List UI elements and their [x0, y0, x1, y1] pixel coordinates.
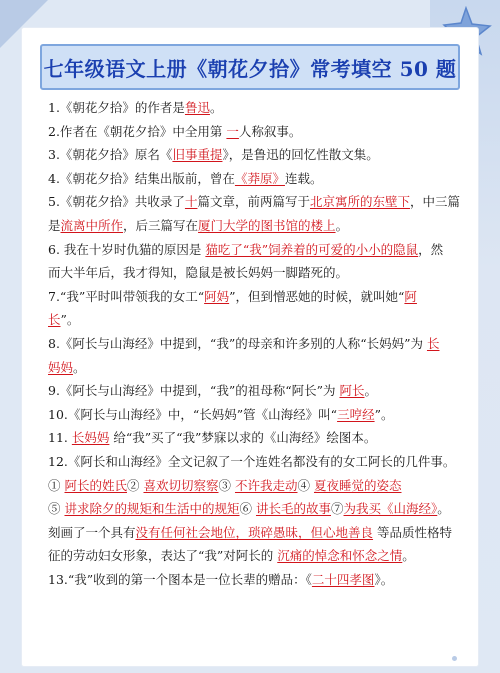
question-text: 》，是鲁迅的回忆性散文集。 — [222, 147, 379, 163]
text-line — [48, 474, 466, 498]
question-text: 。 — [402, 548, 415, 564]
text-line — [48, 356, 466, 380]
text-line — [48, 143, 466, 167]
answer-text: 流离中所作 — [60, 217, 124, 233]
text-line — [48, 544, 466, 568]
answer-text: 长 — [48, 312, 61, 328]
answer-text: 三哼经 — [337, 406, 375, 422]
question-text: ，中三篇 — [409, 194, 460, 210]
text-line — [48, 285, 466, 309]
answer-text: 鲁迅 — [184, 100, 210, 115]
decor-dot — [452, 656, 457, 661]
question-list — [48, 96, 466, 591]
question-text: 10.《阿长与山海经》中，“长妈妈”管《山海经》叫“ — [48, 406, 338, 422]
answer-text: 不许我走动 — [234, 477, 298, 493]
question-text: 而大半年后，我才得知，隐鼠是被长妈妈一脚踏死的。 — [48, 265, 349, 281]
question-text: 》。 — [374, 571, 394, 587]
question-text: ⑦ — [331, 501, 344, 517]
answer-text: 旧事重提 — [172, 147, 223, 163]
question-text: 8.《阿长与山海经》中提到，“我”的母亲和许多别的人称“长妈妈”为 — [48, 335, 427, 351]
answer-text: 阿 — [404, 288, 417, 304]
question-text: ⑥ — [239, 501, 256, 517]
question-text: 9.《阿长与山海经》中提到，“我”的祖母称“阿长”为 — [48, 383, 340, 399]
text-line — [48, 497, 466, 521]
question-text: 。 — [437, 501, 450, 517]
question-text: ④ — [297, 477, 314, 493]
answer-text: 长 — [426, 335, 440, 351]
answer-text: 没有任何社会地位，琐碎愚昧，但心地善良 — [135, 524, 374, 540]
question-text: ，然 — [418, 241, 444, 257]
question-text: ，后三篇写在 — [123, 217, 199, 233]
title-banner — [40, 44, 460, 90]
answer-text: 夏夜睡觉的姿态 — [313, 477, 402, 493]
text-line — [48, 308, 466, 332]
text-line — [48, 450, 466, 474]
question-text: 。 — [364, 383, 377, 399]
answer-text: 厦门大学的图书馆的楼上 — [198, 217, 336, 233]
text-line — [48, 214, 466, 238]
text-line — [48, 332, 466, 356]
question-text: ③ — [218, 477, 235, 493]
question-text: 1.《朝花夕拾》的作者是 — [48, 100, 185, 115]
question-text: ”。 — [374, 406, 394, 422]
question-text: 。 — [335, 217, 349, 233]
text-line — [48, 379, 466, 403]
question-text: 3.《朝花夕拾》原名《 — [48, 147, 173, 163]
question-text: ① — [48, 477, 65, 493]
page-title: 七年级语文上册《朝花夕拾》常考填空 50 题 — [43, 56, 457, 81]
answer-text: 二十四孝图 — [311, 571, 375, 587]
text-line — [48, 238, 466, 262]
text-line — [48, 403, 466, 427]
question-text: 2.作者在《朝花夕拾》中全用第 — [48, 123, 227, 139]
question-text: 。 — [73, 359, 86, 375]
question-text: 13.“我”收到的第一个图本是一位长辈的赠品：《 — [48, 571, 312, 587]
text-line — [48, 96, 466, 120]
text-line — [48, 261, 466, 285]
question-text: 等品质性格特 — [373, 524, 453, 540]
answer-text: 猫吃了“我”饲养着的可爱的小小的隐鼠 — [205, 241, 419, 257]
text-line — [48, 167, 466, 191]
question-text: 连载。 — [284, 170, 323, 186]
question-text: 征的劳动妇女形象，表达了“我”对阿长的 — [48, 548, 278, 564]
question-text: 7.“我”平时叫带领我的女工“ — [48, 288, 205, 304]
question-text: 是 — [48, 217, 61, 233]
question-text: 刻画了一个具有 — [48, 524, 136, 540]
answer-text: 一 — [226, 123, 239, 139]
question-text: 4.《朝花夕拾》结集出版前，曾在 — [48, 170, 235, 186]
question-text: 12.《阿长和山海经》全文记叙了一个连姓名都没有的女工阿长的几件事。 — [48, 453, 456, 469]
text-line — [48, 568, 466, 592]
question-text: 5.《朝花夕拾》共收录了 — [48, 194, 185, 210]
answer-text: 阿长 — [339, 383, 365, 399]
answer-text: 喜欢切切察察 — [143, 477, 219, 493]
answer-text: 为我买《山海经》 — [343, 501, 438, 517]
text-line — [48, 190, 466, 214]
question-text: 给“我”买了“我”梦寐以求的《山海经》绘图本。 — [109, 430, 377, 446]
question-text: 人称叙事。 — [238, 123, 302, 139]
answer-text: 讲长毛的故事 — [255, 501, 331, 517]
question-text: 11. — [48, 430, 72, 446]
answer-text: 阿妈 — [204, 288, 230, 304]
question-text: 篇文章，前两篇写于 — [197, 194, 310, 210]
question-text: ”。 — [60, 312, 80, 328]
text-line — [48, 426, 466, 450]
question-text: 。 — [209, 100, 223, 115]
question-text: ② — [127, 477, 144, 493]
answer-text: 长妈妈 — [71, 430, 110, 446]
question-text: ⑤ — [48, 501, 65, 517]
text-line — [48, 120, 466, 144]
question-text: 6. 我在十岁时仇猫的原因是 — [48, 241, 206, 257]
question-text: ”，但到憎恶她的时候，就叫她“ — [229, 288, 405, 304]
answer-text: 沉痛的悼念和怀念之情 — [277, 548, 403, 564]
answer-text: 妈妈 — [48, 359, 74, 375]
answer-text: 《莽原》 — [234, 170, 285, 186]
answer-text: 十 — [184, 194, 198, 210]
answer-text: 讲求除夕的规矩和生活中的规矩 — [64, 501, 240, 517]
answer-text: 北京寓所的东壁下 — [309, 194, 410, 210]
text-line — [48, 521, 466, 545]
answer-text: 阿长的姓氏 — [64, 477, 127, 493]
